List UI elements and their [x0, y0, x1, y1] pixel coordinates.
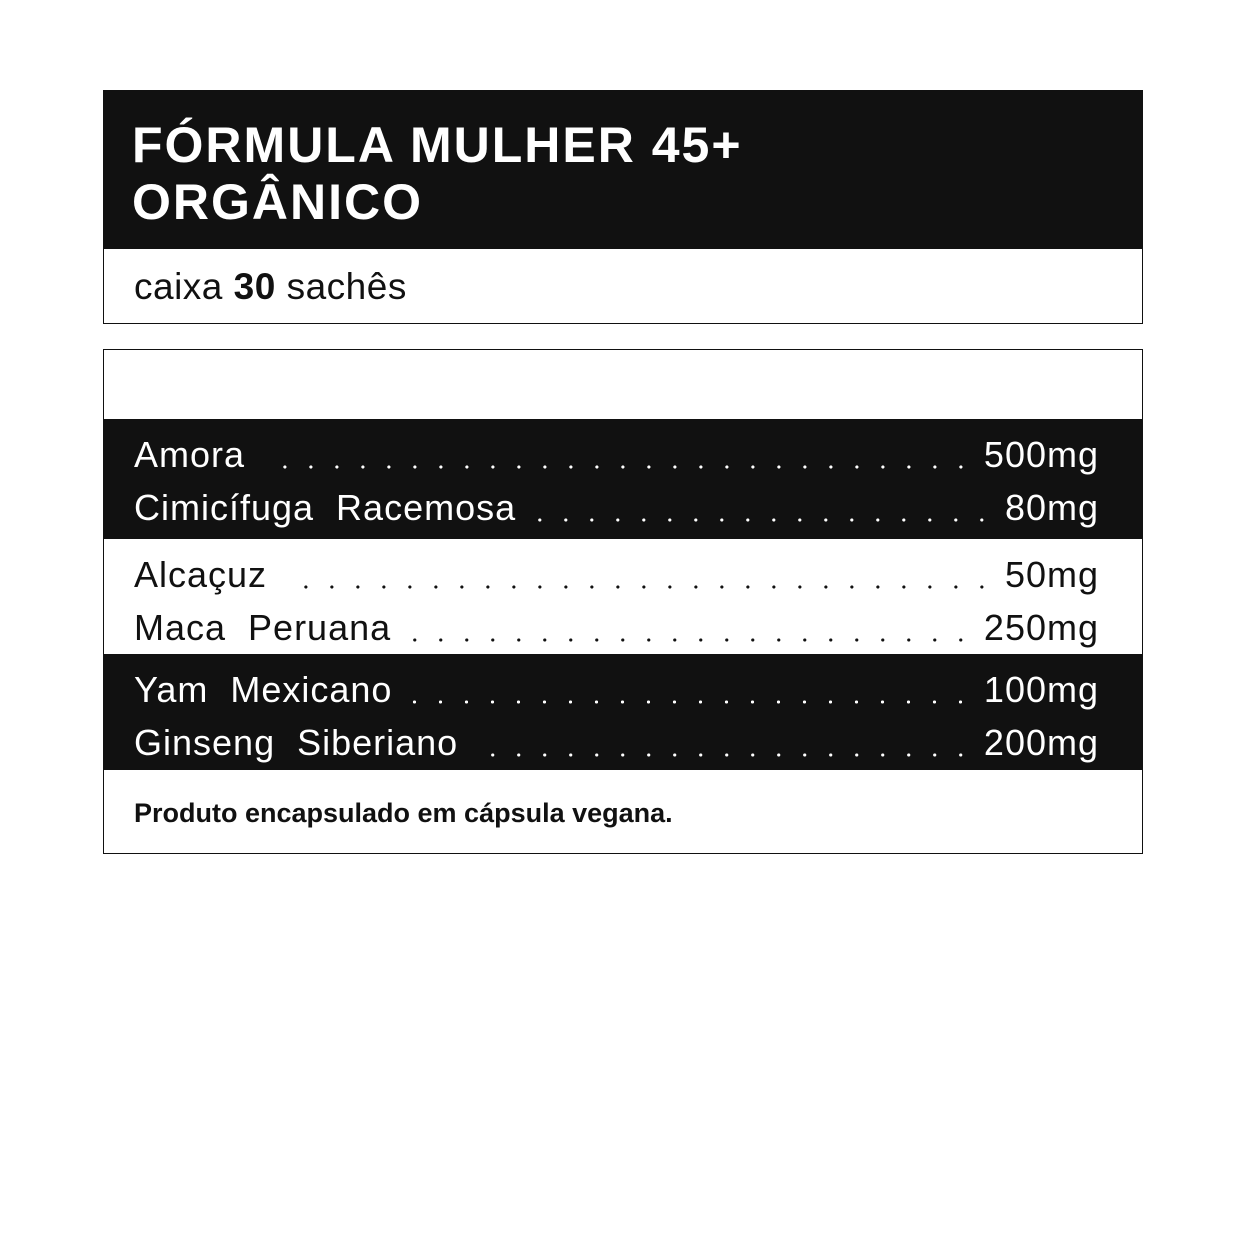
ingredient-row: [104, 550, 1142, 603]
ingredient-amount: 250mg: [983, 607, 1099, 648]
package-count: 30: [233, 266, 276, 307]
dot-leader: [263, 465, 974, 469]
product-title-line-2: ORGÂNICO: [132, 174, 423, 230]
ingredient-group-3: [104, 654, 1142, 770]
package-prefix: caixa: [134, 266, 223, 307]
ingredient-amount: 50mg: [1004, 554, 1099, 595]
ingredient-row: [104, 483, 1142, 536]
product-title-block: [104, 91, 1142, 249]
ingredients-card: [103, 349, 1143, 854]
ingredient-amount: 500mg: [983, 434, 1099, 475]
ingredient-group-1: [104, 419, 1142, 539]
dot-leader: [410, 700, 973, 704]
dot-leader: [534, 518, 995, 522]
ingredient-group-2: [104, 539, 1142, 654]
ingredient-amount: 80mg: [1004, 487, 1099, 528]
ingredient-name: Cimicífuga Racemosa: [134, 487, 517, 528]
ingredient-name: Alcaçuz: [134, 554, 268, 595]
package-suffix: sachês: [286, 266, 407, 307]
ingredient-row: [104, 718, 1142, 771]
ingredient-name: Ginseng Siberiano: [134, 722, 459, 763]
dot-leader: [285, 585, 995, 589]
ingredient-amount: 200mg: [983, 722, 1099, 763]
ingredient-name: Amora: [134, 434, 246, 475]
ingredient-row: [104, 603, 1142, 656]
product-title-line-1: FÓRMULA MULHER 45+: [132, 117, 743, 173]
capsule-footnote: Produto encapsulado em cápsula vegana.: [134, 798, 673, 828]
blank-header-row: [104, 350, 1142, 419]
ingredient-row: [104, 665, 1142, 718]
dot-leader: [476, 753, 974, 757]
ingredient-amount: 100mg: [983, 669, 1099, 710]
ingredient-name: Yam Mexicano: [134, 669, 393, 710]
dot-leader: [409, 638, 974, 642]
package-info: [104, 249, 1142, 325]
ingredient-name: Maca Peruana: [134, 607, 392, 648]
product-header-card: [103, 90, 1143, 324]
ingredient-row: [104, 430, 1142, 483]
